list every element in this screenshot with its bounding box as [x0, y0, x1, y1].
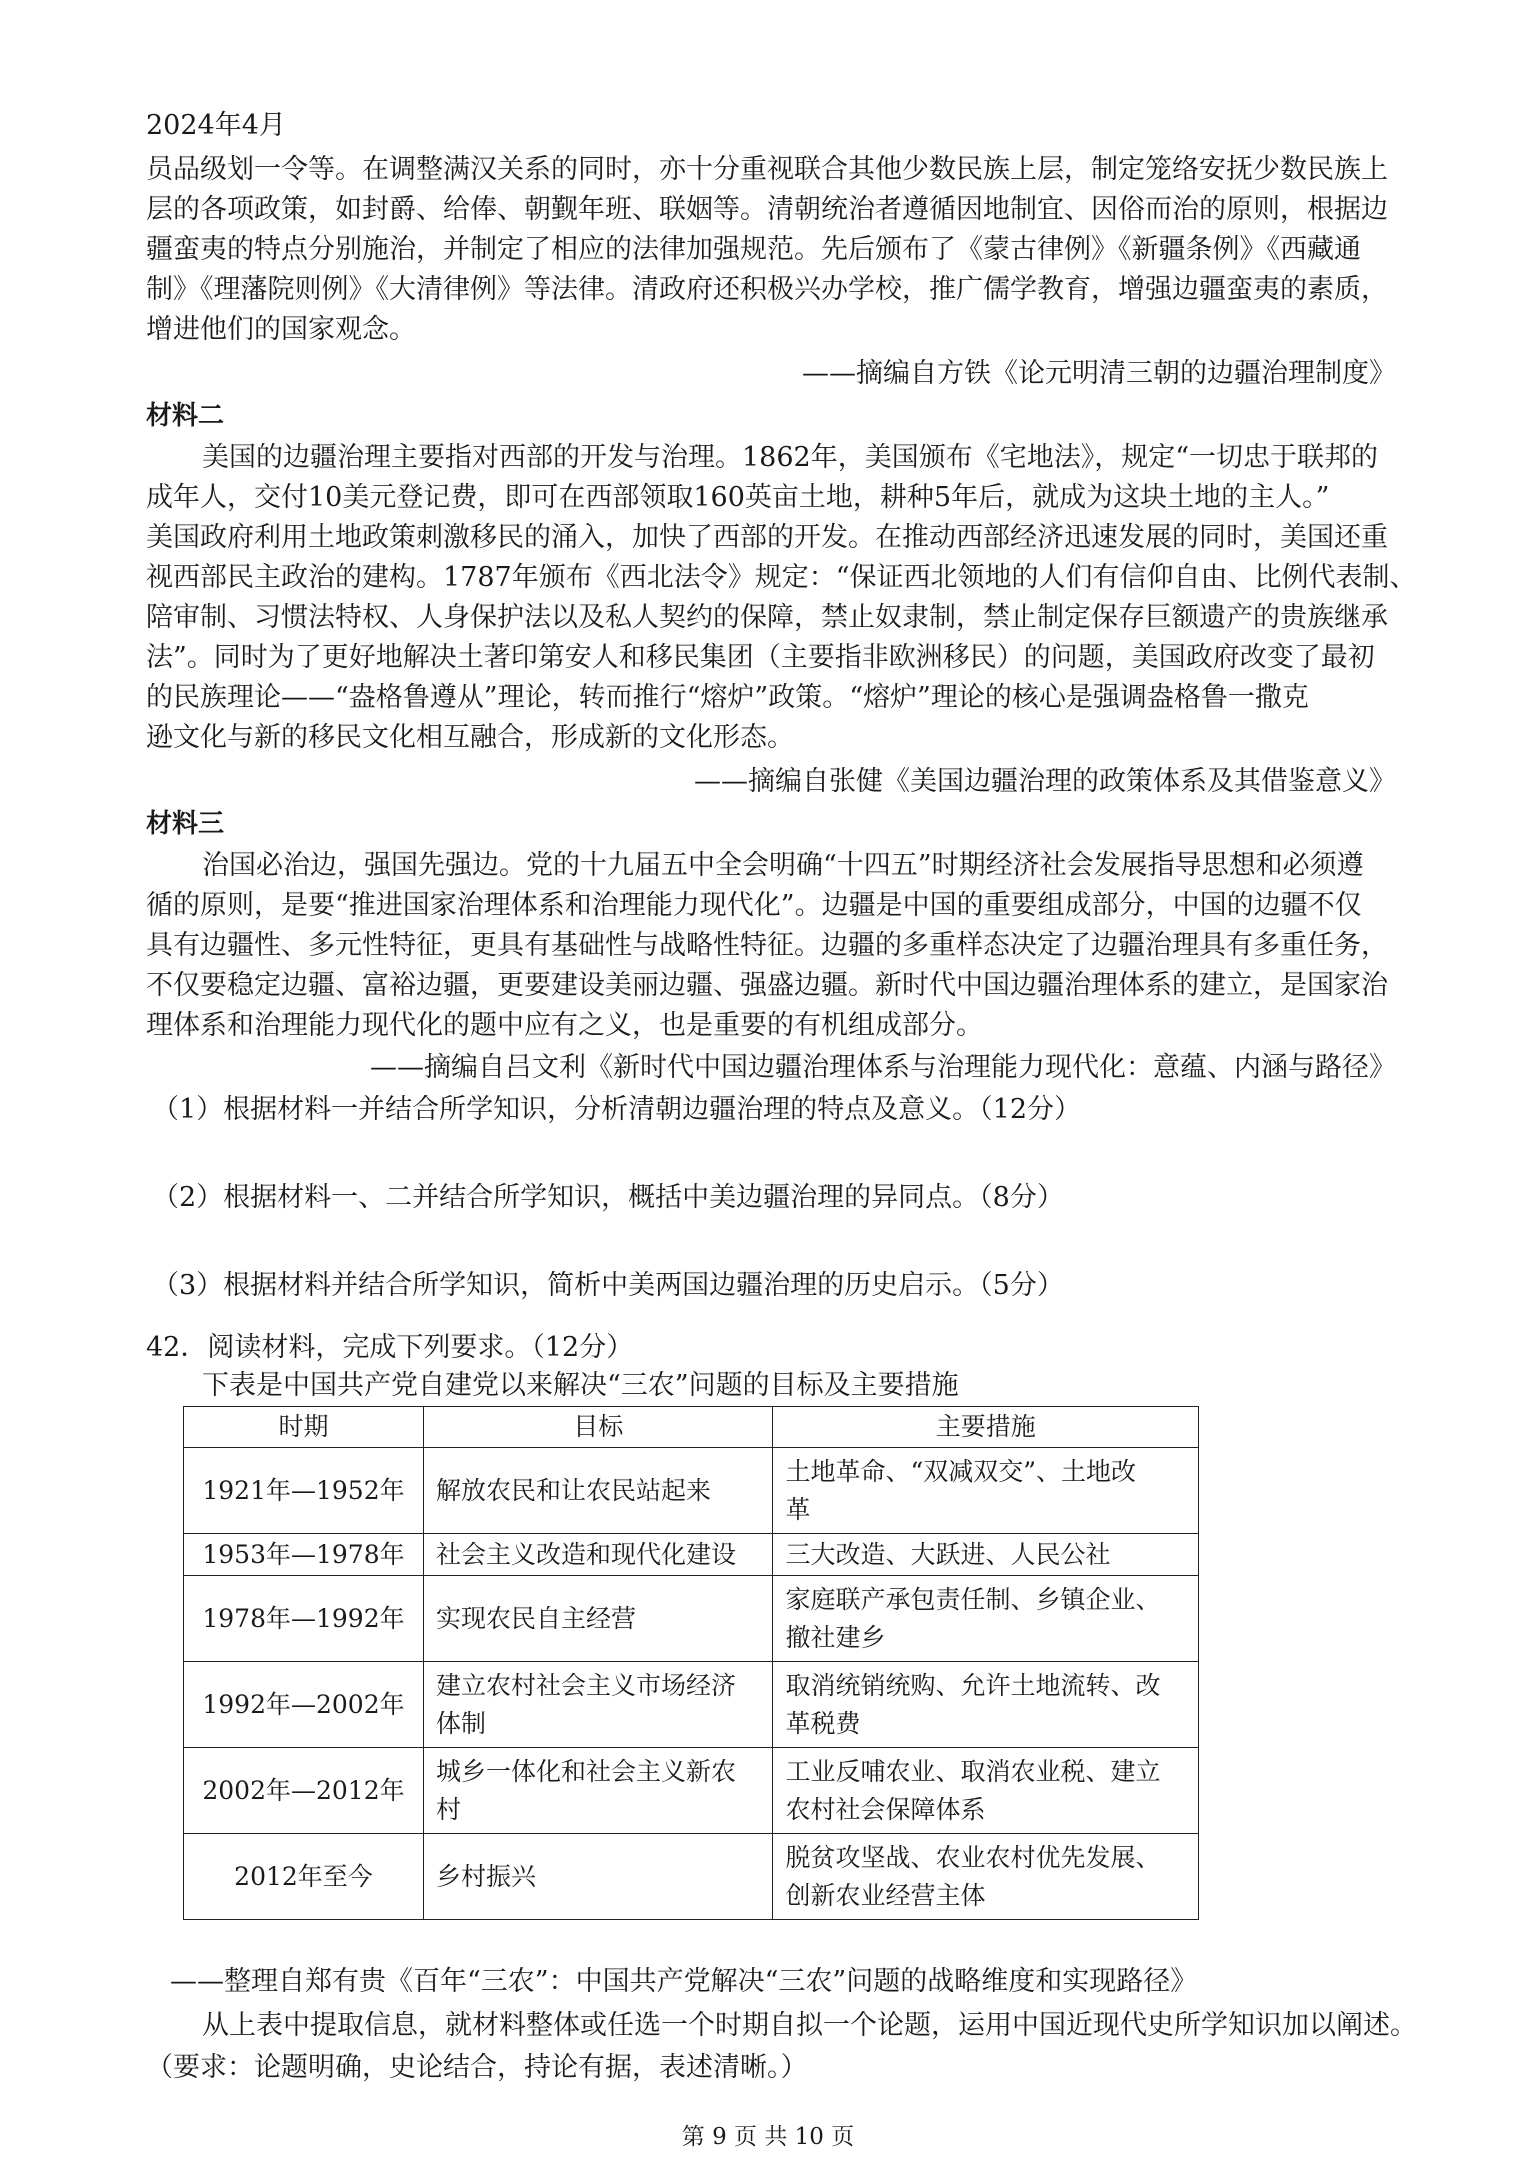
page-number: 第 9 页 共 10 页: [681, 2124, 855, 2150]
table-row: [184, 1662, 1199, 1748]
goal-line: 体制: [435, 1708, 486, 1738]
period-cell: 2012年至今: [184, 1834, 424, 1920]
material2-line: 的民族理论——“盎格鲁遵从”理论，转而推行“熔炉”政策。“熔炉”理论的核心是强调盎格鲁一撒克: [146, 682, 1309, 713]
question-2: （2）根据材料一、二并结合所学知识，概括中美边疆治理的异同点。（8分）: [152, 1182, 1064, 1213]
period-cell: 1992年—2002年: [184, 1662, 424, 1748]
material1-line: 增进他们的国家观念。: [146, 314, 416, 345]
material3-source: ——摘编自吕文利《新时代中国边疆治理体系与治理能力现代化：意蕴、内涵与路径》: [370, 1052, 1396, 1083]
goal-cell: [423, 1748, 773, 1834]
column-header-goal: 目标: [423, 1407, 773, 1448]
goal-line: 城乡一体化和社会主义新农: [435, 1756, 736, 1786]
material2-line: 美国政府利用土地政策刺激移民的涌入，加快了西部的开发。在推动西部经济迅速发展的同时，美国还重: [146, 522, 1388, 553]
measures-line: 革税费: [785, 1708, 861, 1738]
material3-line: 循的原则，是要“推进国家治理体系和治理能力现代化”。边疆是中国的重要组成部分，中国的边疆不仅: [146, 890, 1362, 921]
measures-line: 土地革命、“双减双交”、土地改: [785, 1456, 1137, 1486]
measures-cell: [773, 1534, 1199, 1576]
material1-source: ——摘编自方铁《论元明清三朝的边疆治理制度》: [802, 358, 1396, 389]
table-header-row: [184, 1407, 1199, 1448]
material3-line: 理体系和治理能力现代化的题中应有之义，也是重要的有机组成部分。: [146, 1010, 983, 1041]
measures-cell: [773, 1748, 1199, 1834]
material3-line: 治国必治边，强国先强边。党的十九届五中全会明确“十四五”时期经济社会发展指导思想和必须遵: [202, 850, 1364, 881]
period-cell: 1978年—1992年: [184, 1576, 424, 1662]
material2-line: 法”。同时为了更好地解决土著印第安人和移民集团（主要指非欧洲移民）的问题，美国政府改变了最初: [146, 642, 1375, 673]
material3-line: 具有边疆性、多元性特征，更具有基础性与战略性特征。边疆的多重样态决定了边疆治理具有多重任务，: [146, 930, 1388, 961]
q42-task: 从上表中提取信息，就材料整体或任选一个时期自拟一个论题，运用中国近现代史所学知识加以阐述。: [202, 2010, 1417, 2041]
goal-cell: [423, 1534, 773, 1576]
measures-line: 三大改造、大跃进、人民公社: [785, 1539, 1111, 1569]
sannong-table: [183, 1406, 1199, 1920]
table-row: [184, 1834, 1199, 1920]
measures-line: 工业反哺农业、取消农业税、建立: [785, 1756, 1161, 1786]
table-row: [184, 1448, 1199, 1534]
goal-cell: [423, 1662, 773, 1748]
material1-line: 制》《理藩院则例》《大清律例》等法律。清政府还积极兴办学校，推广儒学教育，增强边疆蛮夷的素质，: [146, 274, 1388, 305]
measures-cell: [773, 1834, 1199, 1920]
measures-line: 革: [785, 1494, 811, 1524]
material3-line: 不仅要稳定边疆、富裕边疆，更要建设美丽边疆、强盛边疆。新时代中国边疆治理体系的建立，是国家治: [146, 970, 1388, 1001]
table-row: [184, 1534, 1199, 1576]
material2-line: 成年人，交付10美元登记费，即可在西部领取160英亩土地，耕种5年后，就成为这块土地的主人。”: [146, 482, 1330, 513]
material2-heading: 材料二: [146, 401, 225, 431]
material1-line: 员品级划一令等。在调整满汉关系的同时，亦十分重视联合其他少数民族上层，制定笼络安抚少数民族上: [146, 154, 1388, 185]
material3-heading: 材料三: [146, 809, 225, 839]
goal-cell: [423, 1834, 773, 1920]
question-3: （3）根据材料并结合所学知识，简析中美两国边疆治理的历史启示。（5分）: [152, 1270, 1064, 1301]
goal-cell: [423, 1576, 773, 1662]
material2-line: 陪审制、习惯法特权、人身保护法以及私人契约的保障，禁止奴隶制，禁止制定保存巨额遗产的贵族继承: [146, 602, 1388, 633]
measures-line: 取消统销统购、允许土地流转、改: [785, 1670, 1161, 1700]
measures-line: 撤社建乡: [785, 1622, 886, 1652]
period-cell: 1921年—1952年: [184, 1448, 424, 1534]
goal-line: 建立农村社会主义市场经济: [435, 1670, 736, 1700]
question-1: （1）根据材料一并结合所学知识，分析清朝边疆治理的特点及意义。（12分）: [152, 1094, 1082, 1125]
q42-source: ——整理自郑有贵《百年“三农”：中国共产党解决“三农”问题的战略维度和实现路径》: [170, 1966, 1198, 1997]
measures-line: 农村社会保障体系: [785, 1794, 986, 1824]
period-cell: 1953年—1978年: [184, 1534, 424, 1576]
q42-requirements: （要求：论题明确，史论结合，持论有据，表述清晰。）: [146, 2052, 808, 2083]
measures-cell: [773, 1448, 1199, 1534]
measures-line: 脱贫攻坚战、农业农村优先发展、: [785, 1842, 1161, 1872]
goal-line: 解放农民和让农民站起来: [435, 1475, 711, 1505]
column-header-period: 时期: [184, 1407, 424, 1448]
goal-cell: [423, 1448, 773, 1534]
material2-line: 美国的边疆治理主要指对西部的开发与治理。1862年，美国颁布《宅地法》，规定“一切忠于联邦的: [202, 442, 1379, 473]
measures-cell: [773, 1662, 1199, 1748]
material2-line: 逊文化与新的移民文化相互融合，形成新的文化形态。: [146, 722, 794, 753]
table-row: [184, 1576, 1199, 1662]
goal-line: 社会主义改造和现代化建设: [435, 1539, 736, 1569]
material2-line: 视西部民主政治的建构。1787年颁布《西北法令》规定：“保证西北领地的人们有信仰自由、比例代表制、: [146, 562, 1417, 593]
goal-line: 乡村振兴: [435, 1861, 536, 1891]
material1-line: 层的各项政策，如封爵、给俸、朝觐年班、联姻等。清朝统治者遵循因地制宜、因俗而治的原则，根据边: [146, 194, 1388, 225]
material2-source: ——摘编自张健《美国边疆治理的政策体系及其借鉴意义》: [694, 766, 1396, 797]
material1-line: 疆蛮夷的特点分别施治，并制定了相应的法律加强规范。先后颁布了《蒙古律例》《新疆条例》《西藏通: [146, 234, 1361, 265]
measures-cell: [773, 1576, 1199, 1662]
goal-line: 实现农民自主经营: [435, 1603, 636, 1633]
period-cell: 2002年—2012年: [184, 1748, 424, 1834]
exam-date: 2024年4月: [146, 110, 286, 141]
column-header-measures: 主要措施: [773, 1407, 1199, 1448]
table-row: [184, 1748, 1199, 1834]
q42-intro: 下表是中国共产党自建党以来解决“三农”问题的目标及主要措施: [202, 1370, 959, 1401]
goal-line: 村: [435, 1794, 461, 1824]
measures-line: 创新农业经营主体: [785, 1880, 986, 1910]
measures-line: 家庭联产承包责任制、乡镇企业、: [785, 1584, 1161, 1614]
q42-title: 42．阅读材料，完成下列要求。（12分）: [146, 1332, 634, 1363]
